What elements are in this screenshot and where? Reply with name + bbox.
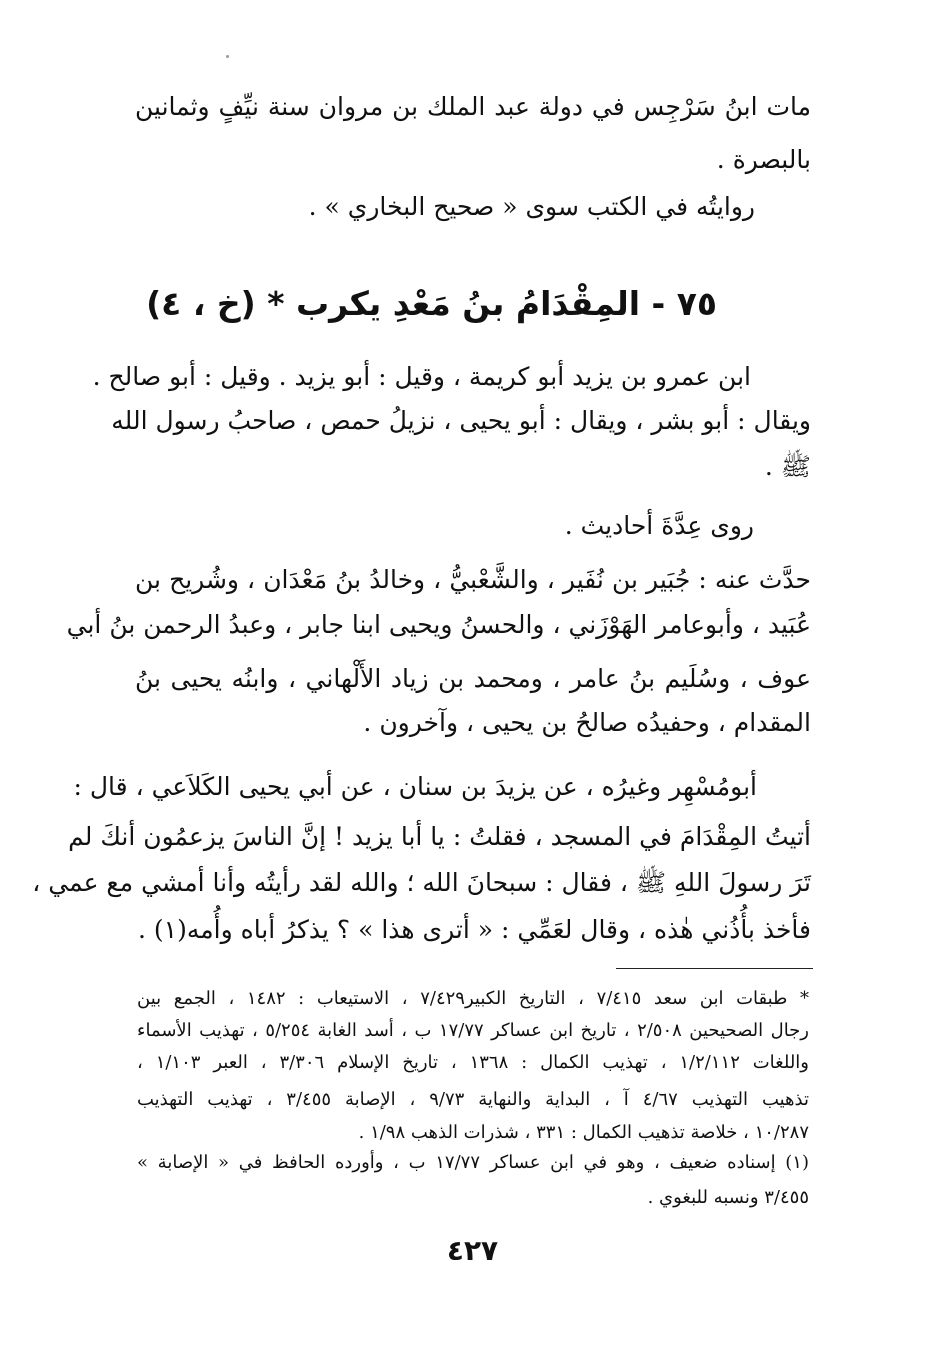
narrators-line-1: حدَّث عنه : جُبَير بن نُفَير ، والشَّعْبيُّ ، وخالدُ بنُ مَعْدَان ، وشُريح بن [135,565,811,594]
intro-line-2: بالبصرة . [716,145,811,174]
footnote-separator [616,968,813,969]
footnote-1-line-1: (١) إسناده ضعيف ، وهو في ابن عساكر ١٧/٧٧ ب ، وأورده الحافظ في « الإصابة » [137,1152,809,1173]
narrations-line: روى عِدَّةَ أحاديث . [564,511,754,540]
story-line-3: تَرَ رسولَ اللهِ ﷺ ، فقال : سبحانَ الله ؛ والله لقد رأيتُه وأنا أمشي مع عمي ، [32,868,811,897]
narrators-line-2: عُبَيد ، وأبوعامر الهَوْزَني ، والحسنُ ويحيى ابنا جابر ، وعبدُ الرحمن بنُ أبي [66,610,811,639]
footnote-sources-line-3: واللغات ١/٢/١١٢ ، تهذيب الكمال : ١٣٦٨ ، تاريخ الإسلام ٣/٣٠٦ ، العبر ١/١٠٣ ، [137,1052,809,1073]
intro-line-1: مات ابنُ سَرْجِس في دولة عبد الملك بن مروان سنة نيِّفٍ وثمانين [135,92,811,121]
footnote-sources-line-2: رجال الصحيحين ٢/٥٠٨ ، تاريخ ابن عساكر ١٧/٧٧ ب ، أسد الغابة ٥/٢٥٤ ، تهذيب الأسماء [137,1020,809,1041]
page-speck [226,55,229,58]
footnote-1-line-2: ٣/٤٥٥ ونسبه للبغوي . [647,1187,809,1208]
entry-heading: ٧٥ - المِقْدَامُ بنُ مَعْدِ يكرب * (خ ، ٤) [146,284,717,323]
story-line-4: فأخذ بأُذُني هٰذه ، وقال لعَمِّي : « أترى هذا » ؟ يذكرُ أباه وأُمه(١) . [137,915,811,944]
bio-line-1: ابن عمرو بن يزيد أبو كريمة ، وقيل : أبو يزيد . وقيل : أبو صالح . [92,362,751,391]
footnote-sources-line-5: ١٠/٢٨٧ ، خلاصة تذهيب الكمال : ٣٣١ ، شذرات الذهب ١/٩٨ . [358,1122,809,1143]
intro-line-3: روايتُه في الكتب سوى « صحيح البخاري » . [308,192,755,221]
footnote-sources-line-1: * طبقات ابن سعد ٧/٤١٥ ، التاريخ الكبير٧/٤٢٩ ، الاستيعاب : ١٤٨٢ ، الجمع بين [137,988,809,1009]
bio-line-2: ويقال : أبو بشر ، ويقال : أبو يحيى ، نزيلُ حمص ، صاحبُ رسول الله [111,406,811,435]
footnote-sources-line-4: تذهيب التهذيب ٤/٦٧ آ ، البداية والنهاية ٩/٧٣ ، الإصابة ٣/٤٥٥ ، تهذيب التهذيب [137,1089,809,1110]
story-line-2: أتيتُ المِقْدَامَ في المسجد ، فقلتُ : يا أبا يزيد ! إنَّ الناسَ يزعمُون أنكَ لم [68,822,811,851]
narrators-line-3: عوف ، وسُلَيم بنُ عامر ، ومحمد بن زياد الأَلْهاني ، وابنُه يحيى بنُ [135,664,811,693]
bio-line-3: ﷺ . [764,452,811,481]
page-number: ٤٢٧ [446,1234,499,1267]
narrators-line-4: المقدام ، وحفيدُه صالحُ بن يحيى ، وآخرون . [363,708,811,737]
story-line-1: أبومُسْهِر وغيرُه ، عن يزيدَ بن سنان ، عن أبي يحيى الكَلاَعي ، قال : [73,772,757,801]
